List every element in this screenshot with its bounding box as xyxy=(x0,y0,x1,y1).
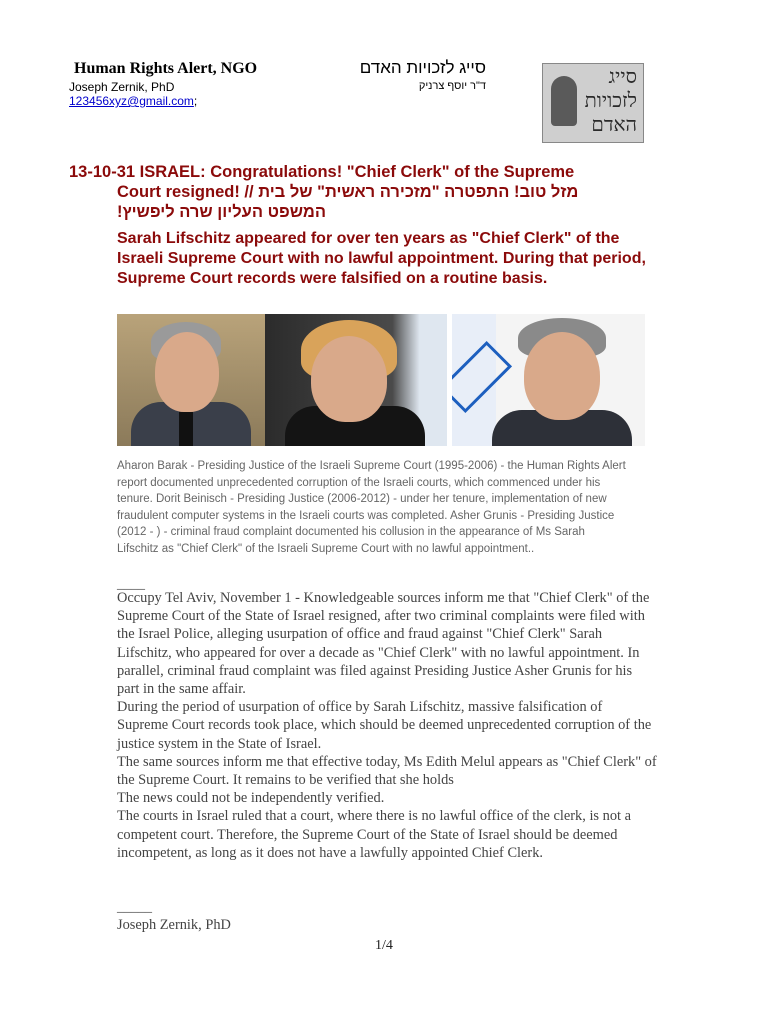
signature: Joseph Zernik, PhD xyxy=(117,917,231,933)
lead-paragraph: Sarah Lifschitz appeared for over ten years as "Chief Clerk" of the Israeli Supreme Court with no lawful appointment. During that period, Supreme Court records were falsified on a routine basis. xyxy=(117,230,646,287)
email-line xyxy=(69,94,197,108)
photo-aharon-barak xyxy=(117,314,265,446)
body-paragraph-4: The news could not be independently verified. xyxy=(117,790,385,807)
email-link[interactable]: 123456xyz@gmail.com xyxy=(69,94,194,108)
body-paragraph-2: During the period of usurpation of office by Sarah Lifschitz, massive falsification of Supreme Court records took place, which should be deemed unprecedented corruption of the justice system in the State of Israel. xyxy=(117,699,652,752)
author-name: Joseph Zernik, PhD xyxy=(69,80,175,94)
body-paragraph-1: Occupy Tel Aviv, November 1 - Knowledgeable sources inform me that "Chief Clerk" of the Supreme Court of the State of Israel resigned, after two criminal complaints were filed with the Israel Police, alleging usurpation of office and fraud against "Chief Clerk" Sarah Lifschitz, who appeared for over a decade as "Chief Clerk" with no lawful appointment. In parallel, criminal fraud complaint was filed against Presiding Justice Asher Grunis for his part in the same affair. xyxy=(117,590,650,698)
hebrew-author-name: ד"ר יוסף צרניק xyxy=(418,80,486,92)
body-paragraph-5: The courts in Israel ruled that a court, where there is no lawful office of the clerk, is not a competent court. Therefore, the Supreme Court of the State of Israel should be deemed incompetent, as long as it does not have a lawfully appointed Chief Clerk. xyxy=(117,808,632,861)
photo-caption: Aharon Barak - Presiding Justice of the Israeli Supreme Court (1995-2006) - the Human Rights Alert report documented unprecedented corruption of the Israeli courts, which commenced under his tenure. Dorit Beinisch - Presiding Justice (2006-2012) - under her tenure, implementation of new fraudulent computer systems in the Israeli courts was completed. Asher Grunis - Presiding Justice (2012 - ) - criminal fraud complaint documented his collusion in the appearance of Ms Sarah Lifschitz as "Chief Clerk" of the Israeli Supreme Court with no lawful appointment.. xyxy=(117,460,626,555)
page-number: 1/4 xyxy=(375,938,393,953)
article-body xyxy=(117,589,657,862)
logo-line-2: לזכויות xyxy=(584,90,637,112)
hebrew-org-name: סייג לזכויות האדם xyxy=(359,58,486,77)
headline xyxy=(69,162,649,222)
photo-asher-grunis xyxy=(452,314,645,446)
separator-2: _____ xyxy=(117,900,152,915)
email-suffix: ; xyxy=(193,94,198,108)
org-name: Human Rights Alert, NGO xyxy=(74,60,258,77)
body-paragraph-3: The same sources inform me that effective today, Ms Edith Melul appears as "Chief Clerk" of the Supreme Court. It remains to be verified that she holds xyxy=(117,753,657,789)
headline-line-3: המשפט העליון שרה ליפשיץ! xyxy=(117,203,326,221)
headline-line-1: 13-10-31 ISRAEL: Congratulations! "Chief Clerk" of the Supreme xyxy=(69,163,575,181)
headline-line-2: Court resigned! // מזל טוב! התפטרה "מזכירה ראשית" של בית xyxy=(117,183,579,201)
logo-line-3: האדם xyxy=(591,114,637,136)
org-logo xyxy=(542,63,644,143)
separator: ____ xyxy=(117,577,145,592)
logo-line-1: סייג xyxy=(608,66,637,88)
photo-dorit-beinisch xyxy=(265,314,447,446)
